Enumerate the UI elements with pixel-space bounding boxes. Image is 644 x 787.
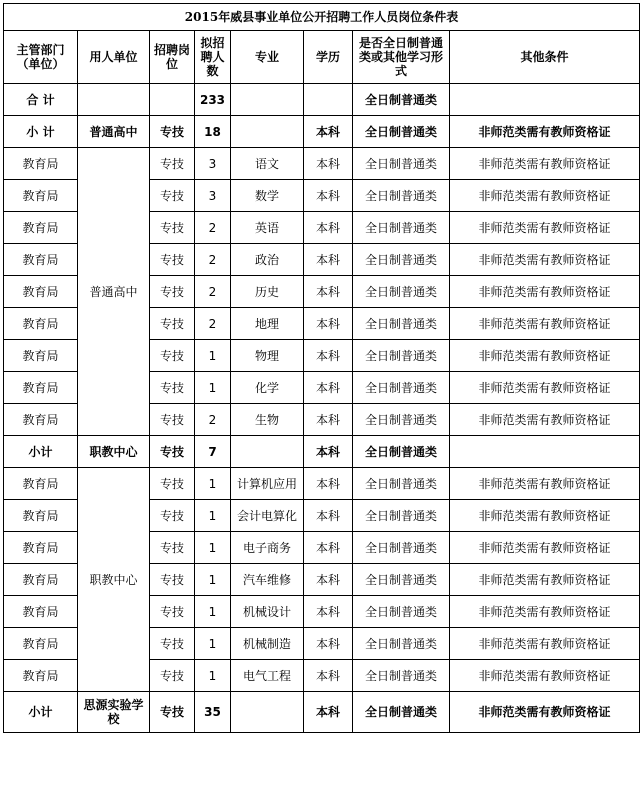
count-cell: 1 bbox=[195, 372, 231, 404]
major-cell: 生物 bbox=[231, 404, 304, 436]
subtotal-row bbox=[4, 436, 640, 468]
unit-cell: 职教中心 bbox=[78, 468, 150, 692]
subtotal-unit: 思源实验学校 bbox=[78, 692, 150, 733]
major-cell: 历史 bbox=[231, 276, 304, 308]
recruitment-table bbox=[3, 3, 640, 733]
subtotal-count: 18 bbox=[195, 116, 231, 148]
major-cell: 机械制造 bbox=[231, 628, 304, 660]
other-cell: 非师范类需有教师资格证 bbox=[450, 372, 640, 404]
post-cell: 专技 bbox=[150, 596, 195, 628]
dept-cell: 教育局 bbox=[4, 308, 78, 340]
dept-cell: 教育局 bbox=[4, 500, 78, 532]
subtotal-label: 小计 bbox=[4, 436, 78, 468]
header-other: 其他条件 bbox=[450, 31, 640, 84]
dept-cell: 教育局 bbox=[4, 340, 78, 372]
table-row bbox=[4, 148, 640, 180]
other-cell: 非师范类需有教师资格证 bbox=[450, 532, 640, 564]
subtotal-fulltime: 全日制普通类 bbox=[353, 116, 450, 148]
dept-cell: 教育局 bbox=[4, 564, 78, 596]
major-cell: 化学 bbox=[231, 372, 304, 404]
unit-cell: 普通高中 bbox=[78, 148, 150, 436]
dept-cell: 教育局 bbox=[4, 372, 78, 404]
grand-total-unit bbox=[78, 84, 150, 116]
subtotal-other: 非师范类需有教师资格证 bbox=[450, 116, 640, 148]
edu-cell: 本科 bbox=[304, 660, 353, 692]
count-cell: 2 bbox=[195, 244, 231, 276]
count-cell: 1 bbox=[195, 564, 231, 596]
other-cell: 非师范类需有教师资格证 bbox=[450, 276, 640, 308]
header-major: 专业 bbox=[231, 31, 304, 84]
header-dept: 主管部门（单位） bbox=[4, 31, 78, 84]
subtotal-edu: 本科 bbox=[304, 436, 353, 468]
major-cell: 会计电算化 bbox=[231, 500, 304, 532]
grand-total-major bbox=[231, 84, 304, 116]
edu-cell: 本科 bbox=[304, 628, 353, 660]
other-cell: 非师范类需有教师资格证 bbox=[450, 180, 640, 212]
fulltime-cell: 全日制普通类 bbox=[353, 532, 450, 564]
count-cell: 3 bbox=[195, 180, 231, 212]
other-cell: 非师范类需有教师资格证 bbox=[450, 244, 640, 276]
post-cell: 专技 bbox=[150, 244, 195, 276]
count-cell: 2 bbox=[195, 308, 231, 340]
post-cell: 专技 bbox=[150, 404, 195, 436]
fulltime-cell: 全日制普通类 bbox=[353, 628, 450, 660]
edu-cell: 本科 bbox=[304, 212, 353, 244]
subtotal-label: 小 计 bbox=[4, 116, 78, 148]
major-cell: 数学 bbox=[231, 180, 304, 212]
edu-cell: 本科 bbox=[304, 244, 353, 276]
grand-total-edu bbox=[304, 84, 353, 116]
fulltime-cell: 全日制普通类 bbox=[353, 500, 450, 532]
header-fulltime: 是否全日制普通类或其他学习形式 bbox=[353, 31, 450, 84]
fulltime-cell: 全日制普通类 bbox=[353, 404, 450, 436]
subtotal-label: 小计 bbox=[4, 692, 78, 733]
fulltime-cell: 全日制普通类 bbox=[353, 276, 450, 308]
fulltime-cell: 全日制普通类 bbox=[353, 660, 450, 692]
dept-cell: 教育局 bbox=[4, 468, 78, 500]
other-cell: 非师范类需有教师资格证 bbox=[450, 308, 640, 340]
dept-cell: 教育局 bbox=[4, 404, 78, 436]
grand-total-count: 233 bbox=[195, 84, 231, 116]
post-cell: 专技 bbox=[150, 532, 195, 564]
other-cell: 非师范类需有教师资格证 bbox=[450, 468, 640, 500]
edu-cell: 本科 bbox=[304, 468, 353, 500]
post-cell: 专技 bbox=[150, 276, 195, 308]
edu-cell: 本科 bbox=[304, 180, 353, 212]
fulltime-cell: 全日制普通类 bbox=[353, 148, 450, 180]
header-unit: 用人单位 bbox=[78, 31, 150, 84]
fulltime-cell: 全日制普通类 bbox=[353, 212, 450, 244]
count-cell: 1 bbox=[195, 532, 231, 564]
post-cell: 专技 bbox=[150, 148, 195, 180]
major-cell: 地理 bbox=[231, 308, 304, 340]
subtotal-post: 专技 bbox=[150, 116, 195, 148]
other-cell: 非师范类需有教师资格证 bbox=[450, 404, 640, 436]
post-cell: 专技 bbox=[150, 468, 195, 500]
edu-cell: 本科 bbox=[304, 532, 353, 564]
count-cell: 2 bbox=[195, 212, 231, 244]
dept-cell: 教育局 bbox=[4, 180, 78, 212]
edu-cell: 本科 bbox=[304, 500, 353, 532]
dept-cell: 教育局 bbox=[4, 276, 78, 308]
subtotal-major bbox=[231, 692, 304, 733]
other-cell: 非师范类需有教师资格证 bbox=[450, 500, 640, 532]
major-cell: 语文 bbox=[231, 148, 304, 180]
fulltime-cell: 全日制普通类 bbox=[353, 372, 450, 404]
grand-total-post bbox=[150, 84, 195, 116]
count-cell: 1 bbox=[195, 628, 231, 660]
grand-total-row bbox=[4, 84, 640, 116]
subtotal-fulltime: 全日制普通类 bbox=[353, 436, 450, 468]
other-cell: 非师范类需有教师资格证 bbox=[450, 628, 640, 660]
edu-cell: 本科 bbox=[304, 564, 353, 596]
fulltime-cell: 全日制普通类 bbox=[353, 596, 450, 628]
count-cell: 1 bbox=[195, 500, 231, 532]
fulltime-cell: 全日制普通类 bbox=[353, 244, 450, 276]
edu-cell: 本科 bbox=[304, 308, 353, 340]
table-row bbox=[4, 468, 640, 500]
count-cell: 2 bbox=[195, 276, 231, 308]
post-cell: 专技 bbox=[150, 308, 195, 340]
post-cell: 专技 bbox=[150, 212, 195, 244]
fulltime-cell: 全日制普通类 bbox=[353, 308, 450, 340]
table-title: 2015年威县事业单位公开招聘工作人员岗位条件表 bbox=[4, 4, 640, 31]
major-cell: 英语 bbox=[231, 212, 304, 244]
post-cell: 专技 bbox=[150, 500, 195, 532]
subtotal-count: 7 bbox=[195, 436, 231, 468]
subtotal-row bbox=[4, 692, 640, 733]
other-cell: 非师范类需有教师资格证 bbox=[450, 212, 640, 244]
other-cell: 非师范类需有教师资格证 bbox=[450, 660, 640, 692]
subtotal-count: 35 bbox=[195, 692, 231, 733]
post-cell: 专技 bbox=[150, 340, 195, 372]
count-cell: 2 bbox=[195, 404, 231, 436]
header-count: 拟招聘人数 bbox=[195, 31, 231, 84]
other-cell: 非师范类需有教师资格证 bbox=[450, 340, 640, 372]
grand-total-fulltime: 全日制普通类 bbox=[353, 84, 450, 116]
other-cell: 非师范类需有教师资格证 bbox=[450, 148, 640, 180]
subtotal-major bbox=[231, 436, 304, 468]
subtotal-fulltime: 全日制普通类 bbox=[353, 692, 450, 733]
edu-cell: 本科 bbox=[304, 276, 353, 308]
post-cell: 专技 bbox=[150, 372, 195, 404]
dept-cell: 教育局 bbox=[4, 596, 78, 628]
major-cell: 计算机应用 bbox=[231, 468, 304, 500]
edu-cell: 本科 bbox=[304, 340, 353, 372]
header-post: 招聘岗位 bbox=[150, 31, 195, 84]
edu-cell: 本科 bbox=[304, 148, 353, 180]
post-cell: 专技 bbox=[150, 628, 195, 660]
subtotal-major bbox=[231, 116, 304, 148]
edu-cell: 本科 bbox=[304, 404, 353, 436]
count-cell: 3 bbox=[195, 148, 231, 180]
dept-cell: 教育局 bbox=[4, 628, 78, 660]
major-cell: 电子商务 bbox=[231, 532, 304, 564]
dept-cell: 教育局 bbox=[4, 212, 78, 244]
subtotal-edu: 本科 bbox=[304, 116, 353, 148]
subtotal-unit: 普通高中 bbox=[78, 116, 150, 148]
post-cell: 专技 bbox=[150, 660, 195, 692]
subtotal-post: 专技 bbox=[150, 692, 195, 733]
header-edu: 学历 bbox=[304, 31, 353, 84]
other-cell: 非师范类需有教师资格证 bbox=[450, 564, 640, 596]
post-cell: 专技 bbox=[150, 180, 195, 212]
other-cell: 非师范类需有教师资格证 bbox=[450, 596, 640, 628]
grand-total-other bbox=[450, 84, 640, 116]
count-cell: 1 bbox=[195, 596, 231, 628]
post-cell: 专技 bbox=[150, 564, 195, 596]
header-row bbox=[4, 31, 640, 84]
major-cell: 电气工程 bbox=[231, 660, 304, 692]
subtotal-other: 非师范类需有教师资格证 bbox=[450, 692, 640, 733]
fulltime-cell: 全日制普通类 bbox=[353, 564, 450, 596]
edu-cell: 本科 bbox=[304, 596, 353, 628]
fulltime-cell: 全日制普通类 bbox=[353, 468, 450, 500]
dept-cell: 教育局 bbox=[4, 532, 78, 564]
subtotal-edu: 本科 bbox=[304, 692, 353, 733]
dept-cell: 教育局 bbox=[4, 244, 78, 276]
dept-cell: 教育局 bbox=[4, 660, 78, 692]
fulltime-cell: 全日制普通类 bbox=[353, 340, 450, 372]
major-cell: 政治 bbox=[231, 244, 304, 276]
major-cell: 汽车维修 bbox=[231, 564, 304, 596]
subtotal-unit: 职教中心 bbox=[78, 436, 150, 468]
subtotal-post: 专技 bbox=[150, 436, 195, 468]
subtotal-row bbox=[4, 116, 640, 148]
subtotal-other bbox=[450, 436, 640, 468]
count-cell: 1 bbox=[195, 340, 231, 372]
grand-total-label: 合 计 bbox=[4, 84, 78, 116]
dept-cell: 教育局 bbox=[4, 148, 78, 180]
edu-cell: 本科 bbox=[304, 372, 353, 404]
count-cell: 1 bbox=[195, 468, 231, 500]
count-cell: 1 bbox=[195, 660, 231, 692]
major-cell: 物理 bbox=[231, 340, 304, 372]
major-cell: 机械设计 bbox=[231, 596, 304, 628]
fulltime-cell: 全日制普通类 bbox=[353, 180, 450, 212]
